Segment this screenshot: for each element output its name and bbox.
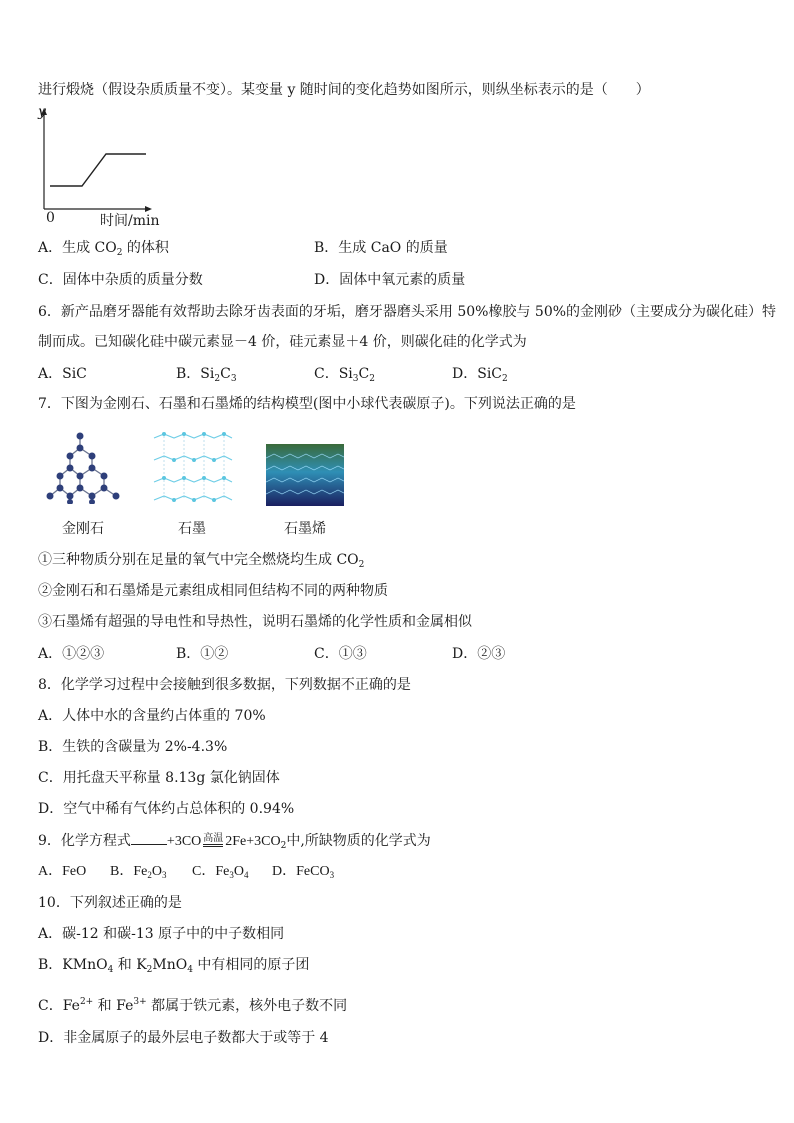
q5-option-c[interactable]: C．固体中杂质的质量分数 <box>38 272 203 288</box>
q5-graph-origin: 0 <box>46 210 55 226</box>
q9-option-c[interactable]: C．$Fe_3O_4$ <box>192 864 249 880</box>
q7-option-c[interactable]: C．①③ <box>314 646 367 662</box>
q6-option-b[interactable]: B．$Si_2C_3$ <box>176 366 237 384</box>
q8-option-a[interactable]: A．人体中水的含量约占体重的 70% <box>38 708 266 724</box>
q7-option-a[interactable]: A．①②③ <box>38 646 105 662</box>
q9-stem: 9．化学方程式 +3CO 高温 $2Fe+3CO_2$中,所缺物质的化学式为 <box>38 830 431 856</box>
q7-option-d[interactable]: D．②③ <box>452 646 506 662</box>
q9-blank[interactable] <box>131 830 167 845</box>
q8-stem: 8．化学学习过程中会接触到很多数据，下列数据不正确的是 <box>38 677 411 693</box>
q6-option-c[interactable]: C．$Si_3C_2$ <box>314 366 375 384</box>
q10-stem: 10．下列叙述正确的是 <box>38 895 182 911</box>
q9-condition: 高温 <box>203 834 223 847</box>
q6-option-a[interactable]: A．SiC <box>38 366 87 382</box>
q5-option-b[interactable]: B．生成 CaO 的质量 <box>314 240 448 256</box>
q7-option-b[interactable]: B．①② <box>176 646 229 662</box>
graphene-model-image <box>266 444 344 506</box>
q9-option-d[interactable]: D．FeCO$_3$ <box>272 864 335 880</box>
q8-option-d[interactable]: D．空气中稀有气体约占总体积的 0.94% <box>38 801 295 817</box>
q10-option-c[interactable]: C．$Fe^{2+}$ 和 $Fe^{3+}$ 都属于铁元素，核外电子数不同 <box>38 997 348 1014</box>
graphite-model-image <box>150 430 234 504</box>
q6-option-d[interactable]: D．SiC$_2$ <box>452 366 508 384</box>
q7-stem: 7．下图为金刚石、石墨和石墨烯的结构模型(图中小球代表碳原子)。下列说法正确的是 <box>38 396 576 412</box>
q10-option-d[interactable]: D．非金属原子的最外层电子数都大于或等于 4 <box>38 1030 329 1046</box>
caption-graphite: 石墨 <box>178 521 206 537</box>
q6-stem-line1: 6．新产品磨牙器能有效帮助去除牙齿表面的牙垢，磨牙器磨头采用 50%橡胶与 50%的金刚砂（主要成分为碳化硅）特 <box>38 304 777 320</box>
q5-option-d[interactable]: D．固体中氧元素的质量 <box>314 272 466 288</box>
q7-statement-1: ①三种物质分别在足量的氧气中完全燃烧均生成 $CO_2$ <box>38 552 365 570</box>
diamond-model-image <box>42 430 126 504</box>
q9-option-b[interactable]: B．$Fe_2O_3$ <box>110 864 167 880</box>
q9-option-a[interactable]: A．FeO <box>38 864 87 879</box>
q5-graph <box>34 104 164 224</box>
q5-option-a[interactable]: A．生成 $CO_2$ 的体积 <box>38 240 169 258</box>
q10-option-a[interactable]: A．碳-12 和碳-13 原子中的中子数相同 <box>38 926 285 942</box>
caption-graphene: 石墨烯 <box>284 521 326 537</box>
caption-diamond: 金刚石 <box>62 521 104 537</box>
q8-option-b[interactable]: B．生铁的含碳量为 2%-4.3% <box>38 739 228 755</box>
q7-statement-3: ③石墨烯有超强的导电性和导热性，说明石墨烯的化学性质和金属相似 <box>38 614 472 630</box>
q5-graph-y-label: y <box>38 104 46 120</box>
q5-stem: 进行煅烧（假设杂质质量不变）。某变量 y 随时间的变化趋势如图所示，则纵坐标表示的是（ ） <box>38 82 650 98</box>
q7-statement-2: ②金刚石和石墨烯是元素组成相同但结构不同的两种物质 <box>38 583 388 599</box>
q8-option-c[interactable]: C．用托盘天平称量 8.13g 氯化钠固体 <box>38 770 280 786</box>
q6-stem-line2: 制而成。已知碳化硅中碳元素显－4 价，硅元素显＋4 价，则碳化硅的化学式为 <box>38 334 527 350</box>
q10-option-b[interactable]: B．KMnO$_4$ 和 $K_2MnO_4$ 中有相同的原子团 <box>38 957 310 975</box>
q5-graph-x-label: 时间/min <box>100 213 160 229</box>
